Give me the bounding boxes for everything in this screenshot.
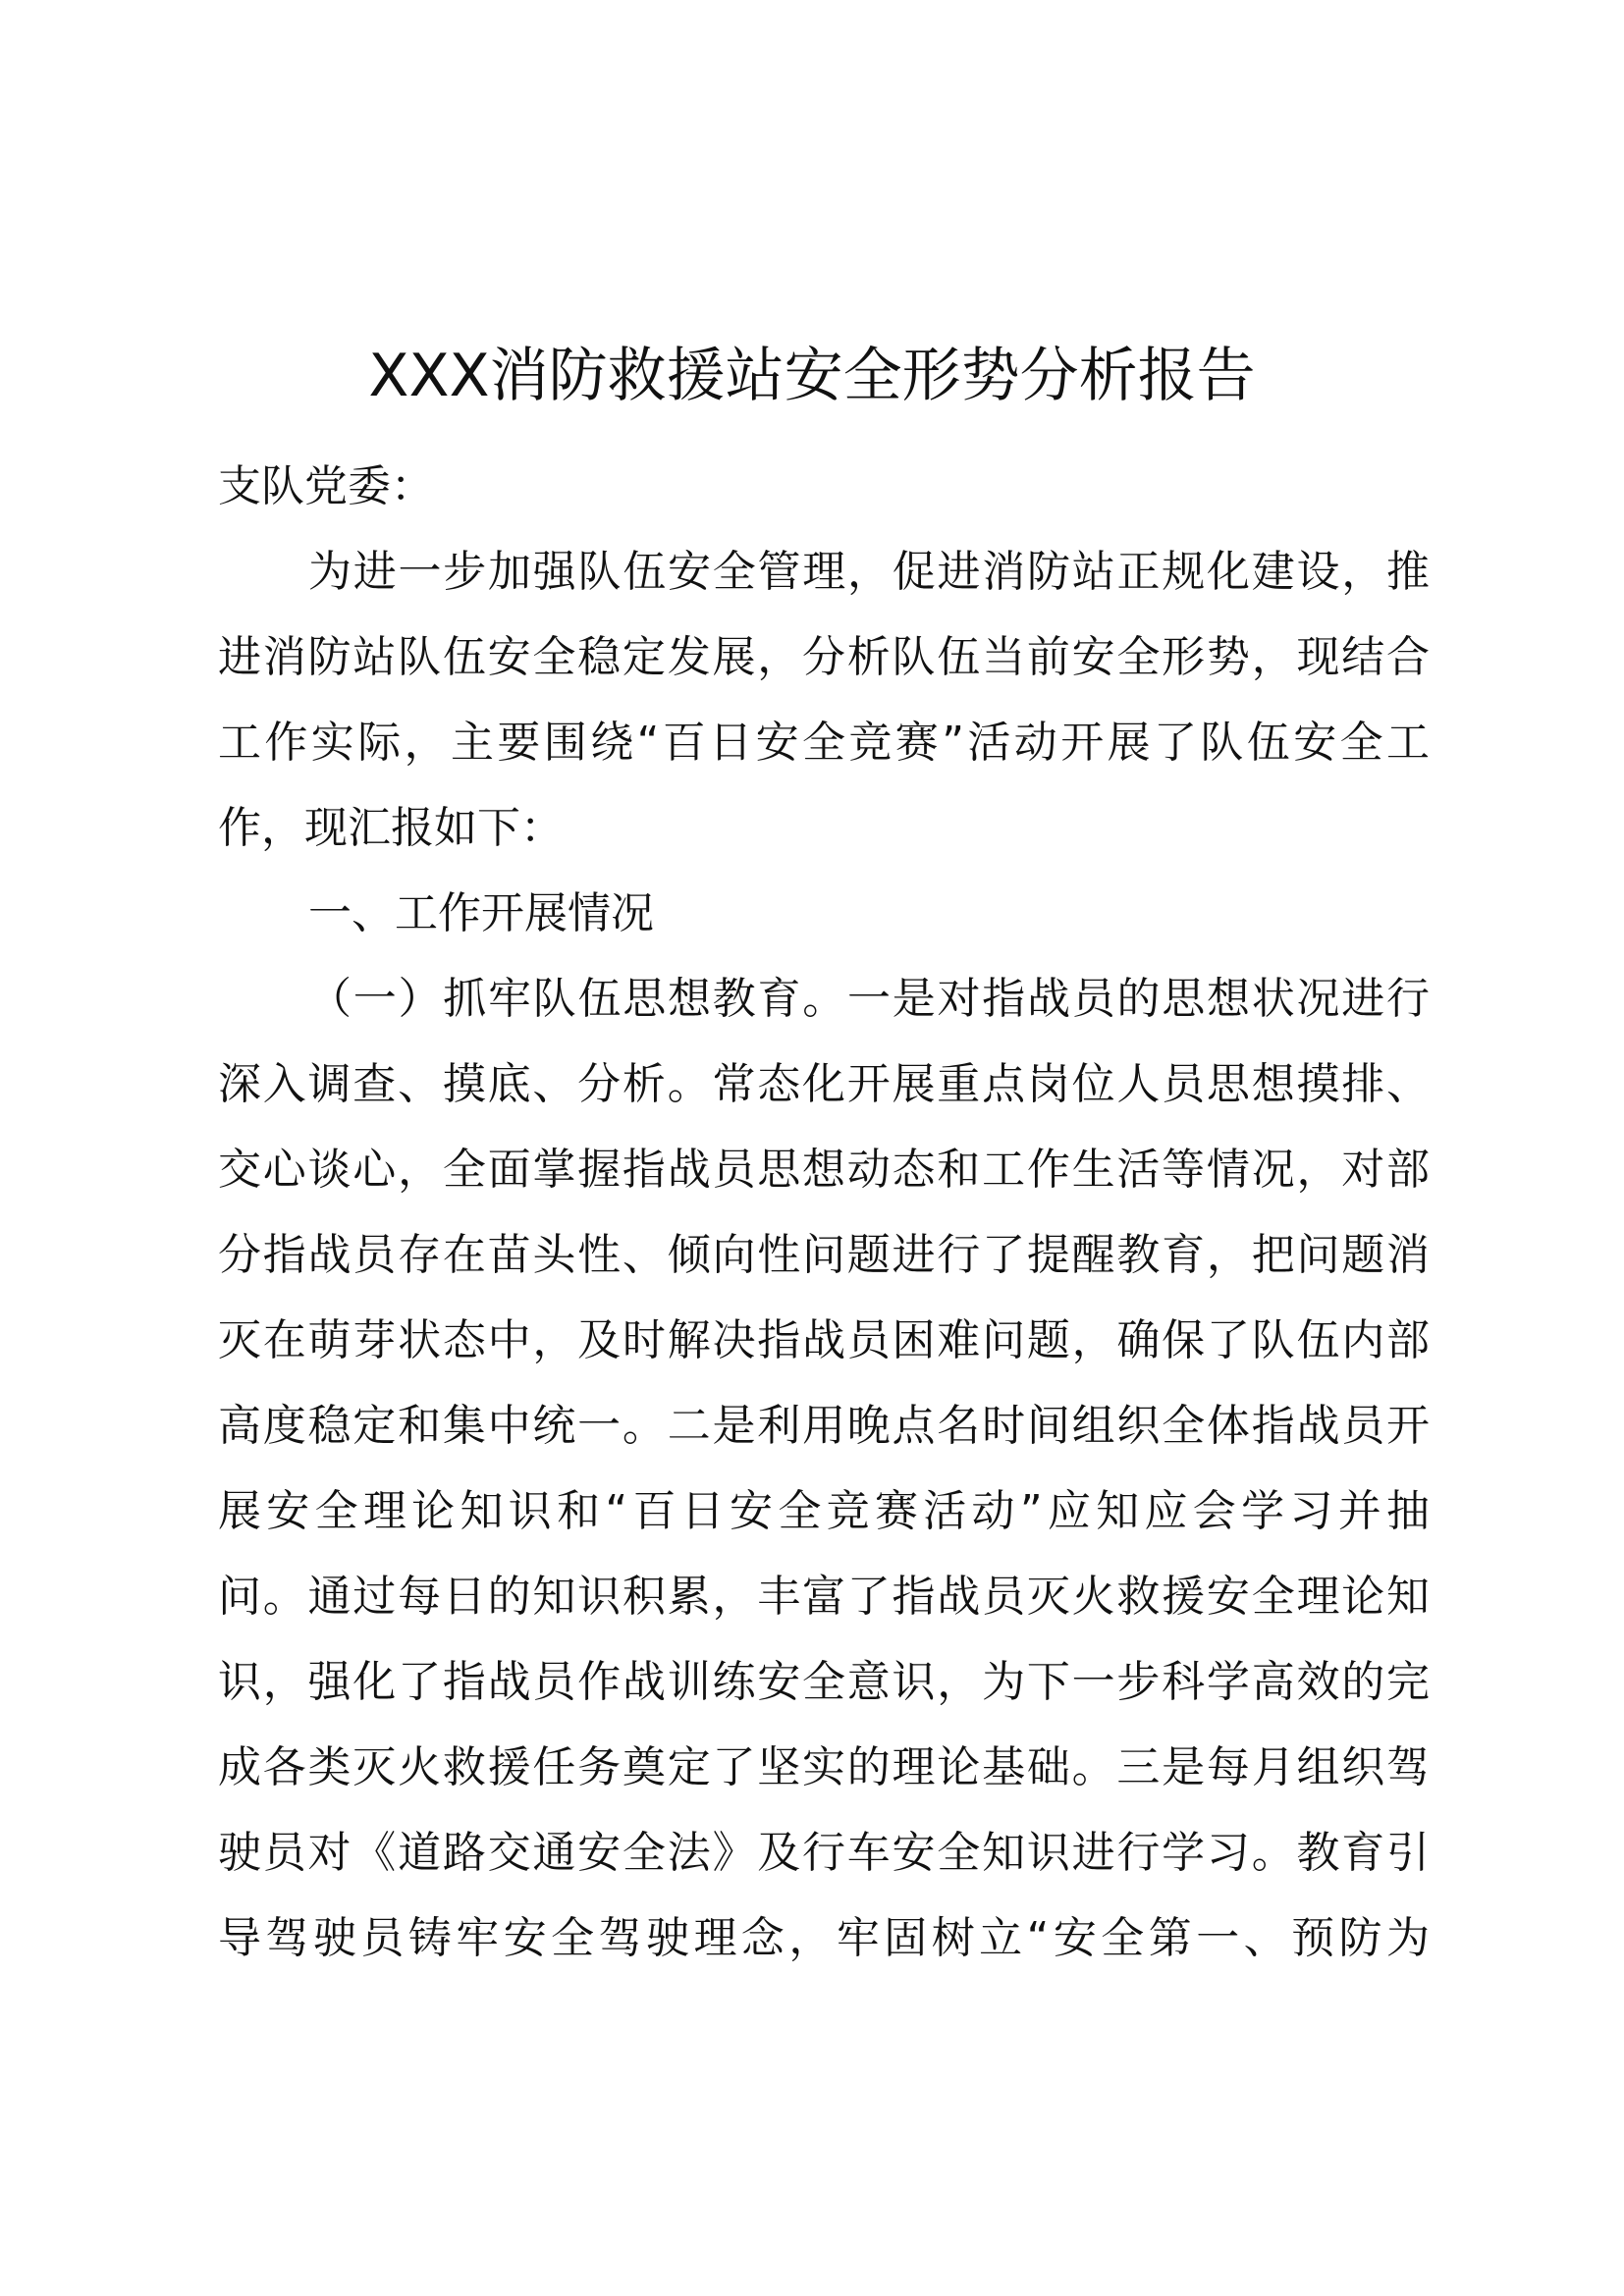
body-text xyxy=(218,529,1430,1981)
text-line: 进消防站队伍安全稳定发展，分析队伍当前安全形势，现结合 xyxy=(218,632,1430,682)
text-line: 展安全理论知识和“百日安全竞赛活动”应知应会学习并抽 xyxy=(218,1486,1430,1536)
text-line: 成各类灭火救援任务奠定了坚实的理论基础。三是每月组织驾 xyxy=(218,1742,1430,1792)
text-line: 导驾驶员铸牢安全驾驶理念，牢固树立“安全第一、预防为 xyxy=(218,1913,1430,1963)
text-line: 灭在萌芽状态中，及时解决指战员困难问题，确保了队伍内部 xyxy=(218,1315,1430,1365)
text-line: 交心谈心，全面掌握指战员思想动态和工作生活等情况，对部 xyxy=(218,1145,1430,1195)
document-title: XXX消防救援站安全形势分析报告 xyxy=(368,342,1256,410)
text-line: 为进一步加强队伍安全管理，促进消防站正规化建设，推 xyxy=(308,547,1430,597)
text-line: 作，现汇报如下： xyxy=(218,803,564,853)
salutation: 支队党委： xyxy=(218,461,434,511)
text-line: 识，强化了指战员作战训练安全意识，为下一步科学高效的完 xyxy=(218,1657,1430,1707)
text-line: 工作实际，主要围绕“百日安全竞赛”活动开展了队伍安全工 xyxy=(218,718,1430,768)
text-line: 高度稳定和集中统一。二是利用晚点名时间组织全体指战员开 xyxy=(218,1401,1430,1451)
text-line: 分指战员存在苗头性、倾向性问题进行了提醒教育，把问题消 xyxy=(218,1230,1430,1280)
text-line: （一）抓牢队伍思想教育。一是对指战员的思想状况进行 xyxy=(308,974,1430,1024)
text-line: 一、工作开展情况 xyxy=(308,888,654,938)
text-line: 深入调查、摸底、分析。常态化开展重点岗位人员思想摸排、 xyxy=(218,1059,1430,1109)
document-body xyxy=(218,444,1430,1981)
text-line: 问。通过每日的知识积累，丰富了指战员灭火救援安全理论知 xyxy=(218,1572,1430,1622)
text-line: 驶员对《道路交通安全法》及行车安全知识进行学习。教育引 xyxy=(218,1828,1430,1878)
